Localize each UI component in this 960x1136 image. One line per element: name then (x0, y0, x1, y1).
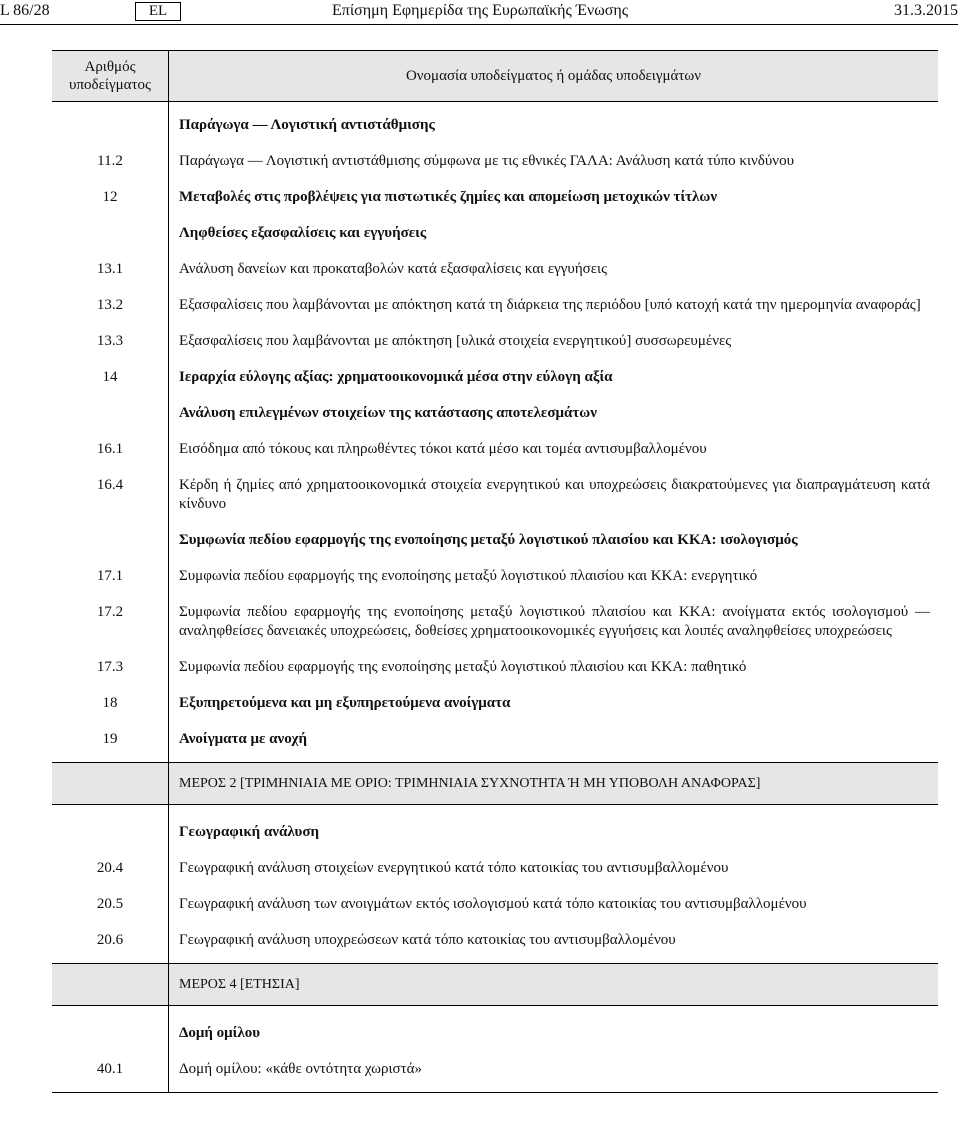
row-number (52, 805, 169, 856)
row-text: Εξασφαλίσεις που λαμβάνονται με απόκτηση κατά τη διάρκεια της περιόδου [υπό κατοχή κατά την ημερομηνία αναφοράς] (179, 297, 921, 313)
table-row (52, 472, 938, 527)
table-row (52, 855, 938, 891)
row-number: 16.1 (52, 436, 169, 472)
language-code: EL (135, 2, 181, 21)
table-row (52, 148, 938, 184)
row-number: 13.1 (52, 256, 169, 292)
table-row (52, 1056, 938, 1093)
header-rule (0, 24, 958, 25)
page-header (0, 0, 960, 24)
column-header-name: Ονομασία υποδείγματος ή ομάδας υποδειγμάτων (169, 51, 939, 102)
row-text: Παράγωγα — Λογιστική αντιστάθμισης σύμφωνα με τις εθνικές ΓΑΛΑ: Ανάλυση κατά τύπο κινδύνου (179, 153, 794, 169)
table-row (52, 292, 938, 328)
row-text: Δομή ομίλου: «κάθε οντότητα χωριστά» (169, 1056, 939, 1093)
row-number (52, 102, 169, 149)
row-number: 20.6 (52, 927, 169, 964)
table-row (52, 563, 938, 599)
row-number: 20.4 (52, 855, 169, 891)
row-number: 12 (52, 184, 169, 220)
row-text: Συμφωνία πεδίου εφαρμογής της ενοποίησης μεταξύ λογιστικού πλαισίου και ΚΚΑ: παθητικό (179, 659, 747, 675)
section-heading: ΜΕΡΟΣ 4 [ΕΤΗΣΙΑ] (169, 964, 939, 1006)
table-row (52, 1006, 938, 1057)
row-text: Εξασφαλίσεις που λαμβάνονται με απόκτηση [υλικά στοιχεία ενεργητικού] συσσωρευμένες (179, 333, 732, 349)
row-number: 11.2 (52, 148, 169, 184)
table-row (52, 726, 938, 763)
table-row (52, 184, 938, 220)
page-number: L 86/28 (0, 2, 50, 19)
table-row (52, 690, 938, 726)
row-number (52, 527, 169, 563)
row-number: 40.1 (52, 1056, 169, 1093)
row-number: 13.2 (52, 292, 169, 328)
table-header-row (52, 51, 938, 102)
row-text: Ιεραρχία εύλογης αξίας: χρηματοοικονομικά μέσα στην εύλογη αξία (179, 369, 613, 385)
templates-table (52, 50, 938, 1093)
row-text: Γεωγραφική ανάλυση στοιχείων ενεργητικού κατά τόπο κατοικίας του αντισυμβαλλομένου (179, 860, 729, 876)
table-row (52, 927, 938, 964)
row-text: Εισόδημα από τόκους και πληρωθέντες τόκοι κατά μέσο και τομέα αντισυμβαλλομένου (179, 441, 707, 457)
row-text: Εξυπηρετούμενα και μη εξυπηρετούμενα ανοίγματα (179, 695, 511, 711)
section-row (52, 964, 938, 1006)
row-number: 14 (52, 364, 169, 400)
table-row (52, 527, 938, 563)
row-number: 20.5 (52, 891, 169, 927)
row-number: 19 (52, 726, 169, 763)
table-row (52, 328, 938, 364)
row-number (52, 1006, 169, 1057)
row-number (52, 220, 169, 256)
table-row (52, 805, 938, 856)
table-row (52, 436, 938, 472)
row-text: Κέρδη ή ζημίες από χρηματοοικονομικά στοιχεία ενεργητικού και υποχρεώσεις διακρατούμενες για διαπραγμάτευση κατά κίνδυνο (179, 477, 930, 512)
row-heading: Δομή ομίλου (179, 1025, 260, 1041)
row-heading: Ανάλυση επιλεγμένων στοιχείων της κατάστασης αποτελεσμάτων (179, 405, 597, 421)
row-number (52, 400, 169, 436)
column-header-number: Αριθμός υποδείγματος (52, 51, 169, 102)
row-text: Συμφωνία πεδίου εφαρμογής της ενοποίησης μεταξύ λογιστικού πλαισίου και ΚΚΑ: ανοίγματα εκτός ισολογισμού — αναληφθείσες δανειακές υποχρεώσεις, δοθείσες χρηματοοικονομικές εγγυήσεις και λοιπές αναληφθείσες υποχρεώσεις (179, 604, 930, 639)
row-number: 18 (52, 690, 169, 726)
row-number: 17.1 (52, 563, 169, 599)
row-text: Ανάλυση δανείων και προκαταβολών κατά εξασφαλίσεις και εγγυήσεις (179, 261, 608, 277)
row-number (52, 763, 169, 805)
publication-date: 31.3.2015 (894, 2, 958, 19)
row-number: 16.4 (52, 472, 169, 527)
row-text: Μεταβολές στις προβλέψεις για πιστωτικές ζημίες και απομείωση μετοχικών τίτλων (179, 189, 718, 205)
section-heading: ΜΕΡΟΣ 2 [ΤΡΙΜΗΝΙΑΙΑ ΜΕ ΟΡΙΟ: ΤΡΙΜΗΝΙΑΙΑ ΣΥΧΝΟΤΗΤΑ Ή ΜΗ ΥΠΟΒΟΛΗ ΑΝΑΦΟΡΑΣ] (169, 763, 939, 805)
row-heading: Συμφωνία πεδίου εφαρμογής της ενοποίησης μεταξύ λογιστικού πλαισίου και ΚΚΑ: ισολογισμός (179, 532, 798, 548)
row-text: Γεωγραφική ανάλυση υποχρεώσεων κατά τόπο κατοικίας του αντισυμβαλλομένου (179, 932, 676, 948)
journal-title: Επίσημη Εφημερίδα της Ευρωπαϊκής Ένωσης (332, 2, 629, 19)
row-text: Γεωγραφική ανάλυση των ανοιγμάτων εκτός ισολογισμού κατά τόπο κατοικίας του αντισυμβαλλομένου (179, 896, 807, 912)
row-number: 17.2 (52, 599, 169, 654)
table-row (52, 364, 938, 400)
table-row (52, 400, 938, 436)
table-row (52, 654, 938, 690)
section-row (52, 763, 938, 805)
row-heading: Ληφθείσες εξασφαλίσεις και εγγυήσεις (179, 225, 427, 241)
row-text: Ανοίγματα με ανοχή (179, 731, 307, 747)
row-heading: Παράγωγα — Λογιστική αντιστάθμισης (179, 117, 435, 133)
table-row (52, 599, 938, 654)
row-number: 13.3 (52, 328, 169, 364)
table-row (52, 102, 938, 149)
row-number (52, 964, 169, 1006)
row-number: 17.3 (52, 654, 169, 690)
table-row (52, 220, 938, 256)
row-heading: Γεωγραφική ανάλυση (179, 824, 320, 840)
table-row (52, 891, 938, 927)
row-text: Συμφωνία πεδίου εφαρμογής της ενοποίησης μεταξύ λογιστικού πλαισίου και ΚΚΑ: ενεργητικό (179, 568, 758, 584)
table-row (52, 256, 938, 292)
